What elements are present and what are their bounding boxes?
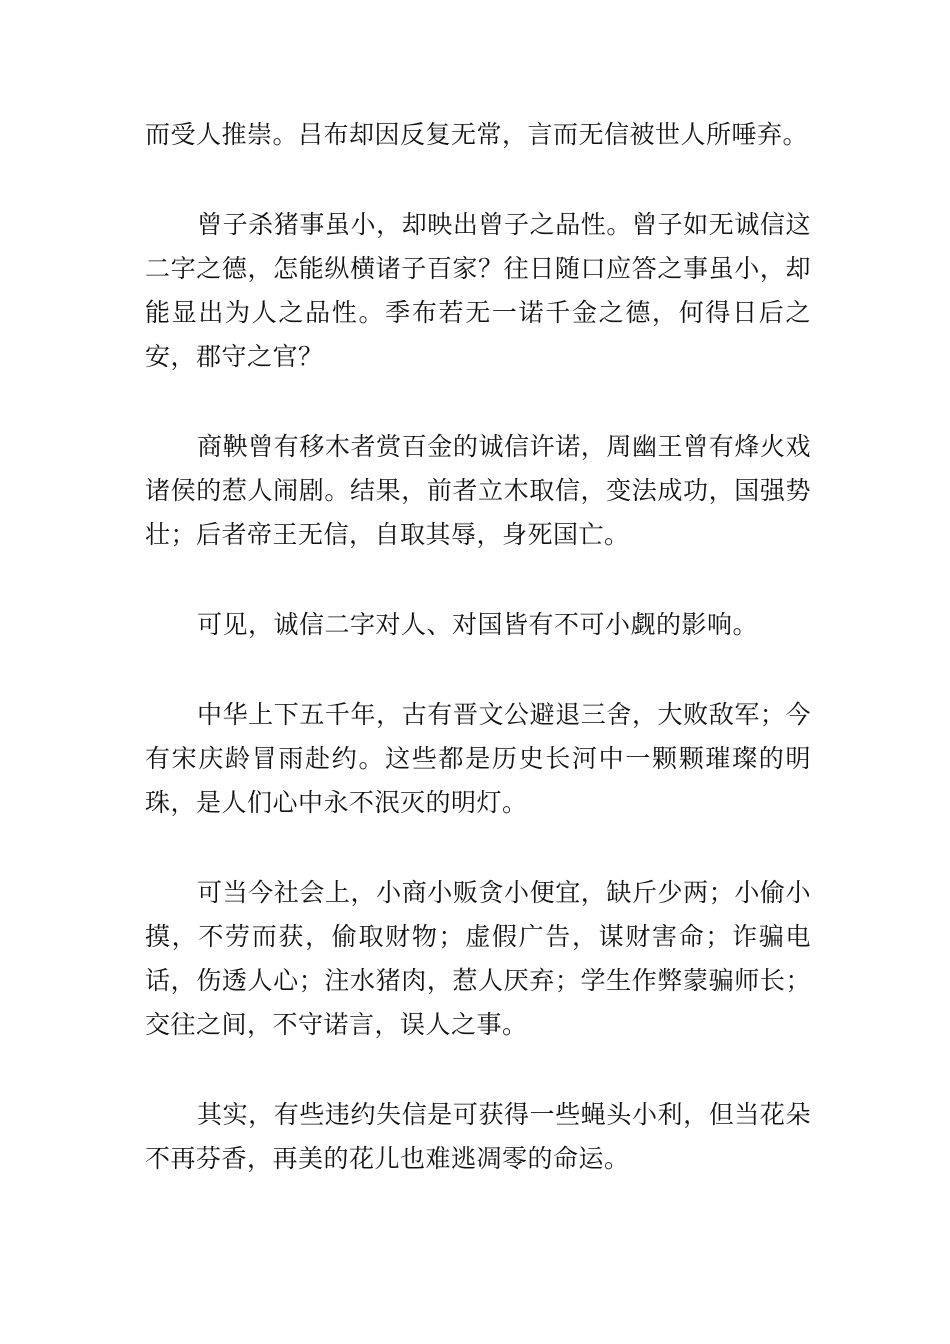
paragraph-continuation: 而受人推崇。吕布却因反复无常，言而无信被世人所唾弃。 bbox=[145, 120, 809, 149]
document-body bbox=[145, 113, 811, 1227]
paragraph-history: 中华上下五千年，古有晋文公避退三舍，大败敌军；今有宋庆龄冒雨赴约。这些都是历史长河中一颗颗璀璨的明珠，是人们心中永不泯灭的明灯。 bbox=[145, 700, 811, 817]
paragraph-society: 可当今社会上，小商小贩贪小便宜，缺斤少两；小偷小摸，不劳而获，偷取财物；虚假广告，谋财害命；诈骗电话，伤透人心；注水猪肉，惹人厌弃；学生作弊蒙骗师长；交往之间，不守诺言，误人之事。 bbox=[145, 878, 811, 1039]
paragraph-zengzi: 曾子杀猪事虽小，却映出曾子之品性。曾子如无诚信这二字之德，怎能纵横诸子百家？往日随口应答之事虽小，却能显出为人之品性。季布若无一诺千金之德，何得日后之安，郡守之官？ bbox=[145, 210, 811, 371]
paragraph-shangyang: 商鞅曾有移木者赏百金的诚信许诺，周幽王曾有烽火戏诸侯的惹人闹剧。结果，前者立木取信，变法成功，国强势壮；后者帝王无信，自取其辱，身死国亡。 bbox=[145, 432, 811, 549]
paragraph-closing: 其实，有些违约失信是可获得一些蝇头小利，但当花朵不再芬香，再美的花儿也难逃凋零的命运。 bbox=[145, 1100, 811, 1173]
paragraph-conclusion: 可见，诚信二字对人、对国皆有不可小觑的影响。 bbox=[197, 610, 759, 639]
